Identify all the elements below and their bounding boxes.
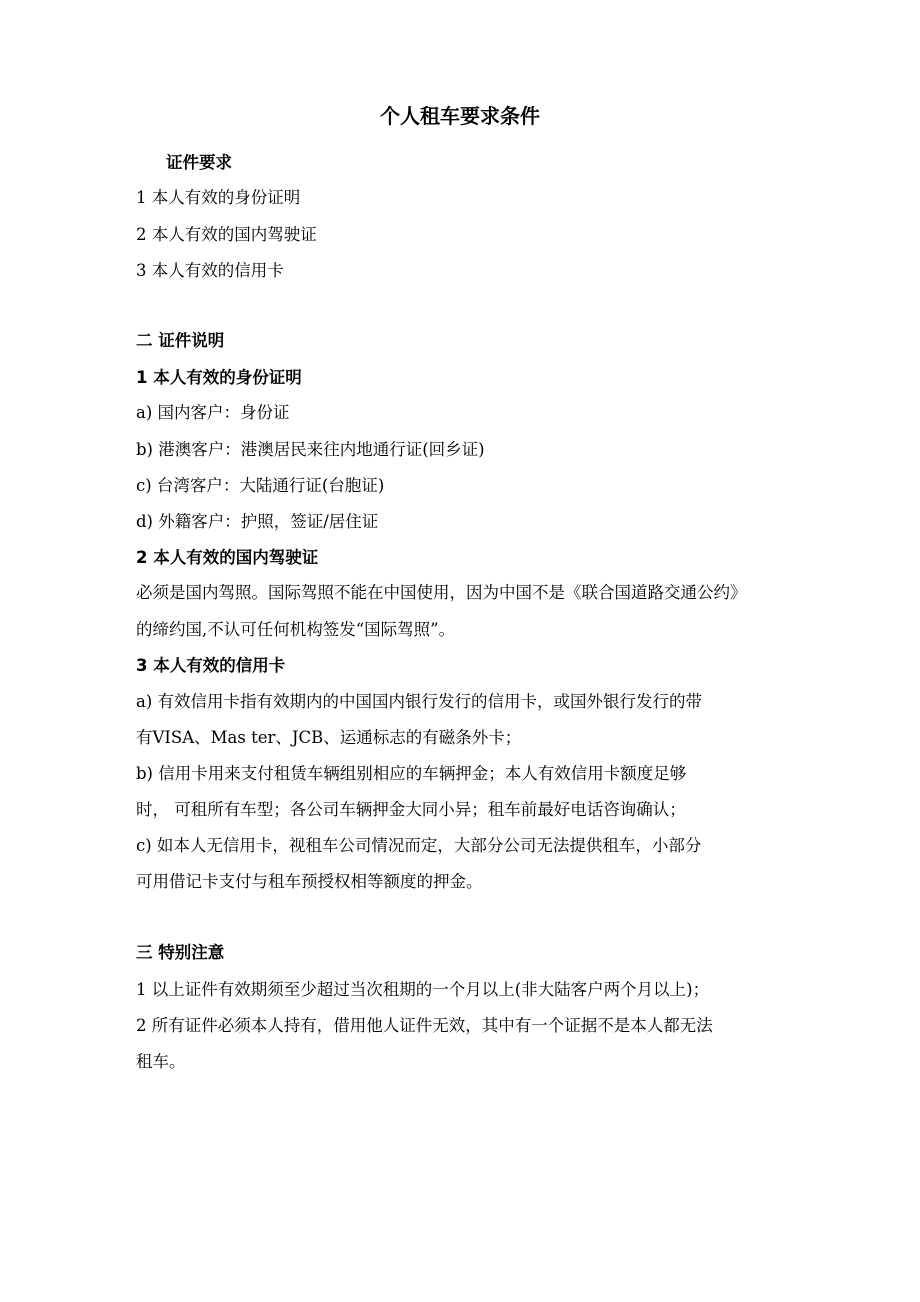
s2-sub2-line-2: 的缔约国,不认可任何机构签发“国际驾照”。 (136, 620, 456, 639)
s2-sub2-line-1: 必须是国内驾照。国际驾照不能在中国使用，因为中国不是《联合国道路交通公约》 (136, 583, 747, 602)
s2-sub1-heading: 1 本人有效的身份证明 (136, 368, 302, 387)
s2-sub1-item-b: b) 港澳客户：港澳居民来往内地通行证(回乡证) (136, 440, 485, 459)
page-title: 个人租车要求条件 (380, 104, 540, 128)
s2-sub3-line-3: b) 信用卡用来支付租赁车辆组别相应的车辆押金；本人有效信用卡额度足够 (136, 764, 687, 783)
s1-item-1: 1 本人有效的身份证明 (136, 188, 301, 207)
s1-item-2: 2 本人有效的国内驾驶证 (136, 225, 317, 244)
s2-sub3-line-1: a) 有效信用卡指有效期内的中国国内银行发行的信用卡，或国外银行发行的带 (136, 692, 703, 711)
s2-sub3-line-5: c) 如本人无信用卡，视租车公司情况而定，大部分公司无法提供租车，小部分 (136, 836, 702, 855)
s2-sub3-heading: 3 本人有效的信用卡 (136, 656, 286, 675)
s2-sub1-item-d: d) 外籍客户：护照，签证/居住证 (136, 512, 379, 531)
section1-heading: 证件要求 (166, 153, 232, 172)
s2-sub1-item-a: a) 国内客户：身份证 (136, 403, 290, 422)
section2-heading: 二 证件说明 (136, 331, 225, 350)
section3-heading: 三 特别注意 (136, 943, 225, 962)
s2-sub1-item-c: c) 台湾客户：大陆通行证(台胞证) (136, 476, 385, 495)
s3-line-2: 2 所有证件必须本人持有，借用他人证件无效，其中有一个证据不是本人都无法 (136, 1016, 713, 1035)
s3-line-1: 1 以上证件有效期须至少超过当次租期的一个月以上(非大陆客户两个月以上)； (136, 980, 710, 999)
s2-sub3-line-2: 有VISA、Mas ter、JCB、运通标志的有磁条外卡； (136, 728, 522, 747)
s1-item-3: 3 本人有效的信用卡 (136, 261, 284, 280)
s2-sub3-line-4: 时， 可租所有车型；各公司车辆押金大同小异；租车前最好电话咨询确认； (136, 800, 686, 819)
s3-line-3: 租车。 (136, 1052, 186, 1071)
s2-sub3-line-6: 可用借记卡支付与租车预授权相等额度的押金。 (136, 872, 483, 891)
s2-sub2-heading: 2 本人有效的国内驾驶证 (136, 548, 319, 567)
